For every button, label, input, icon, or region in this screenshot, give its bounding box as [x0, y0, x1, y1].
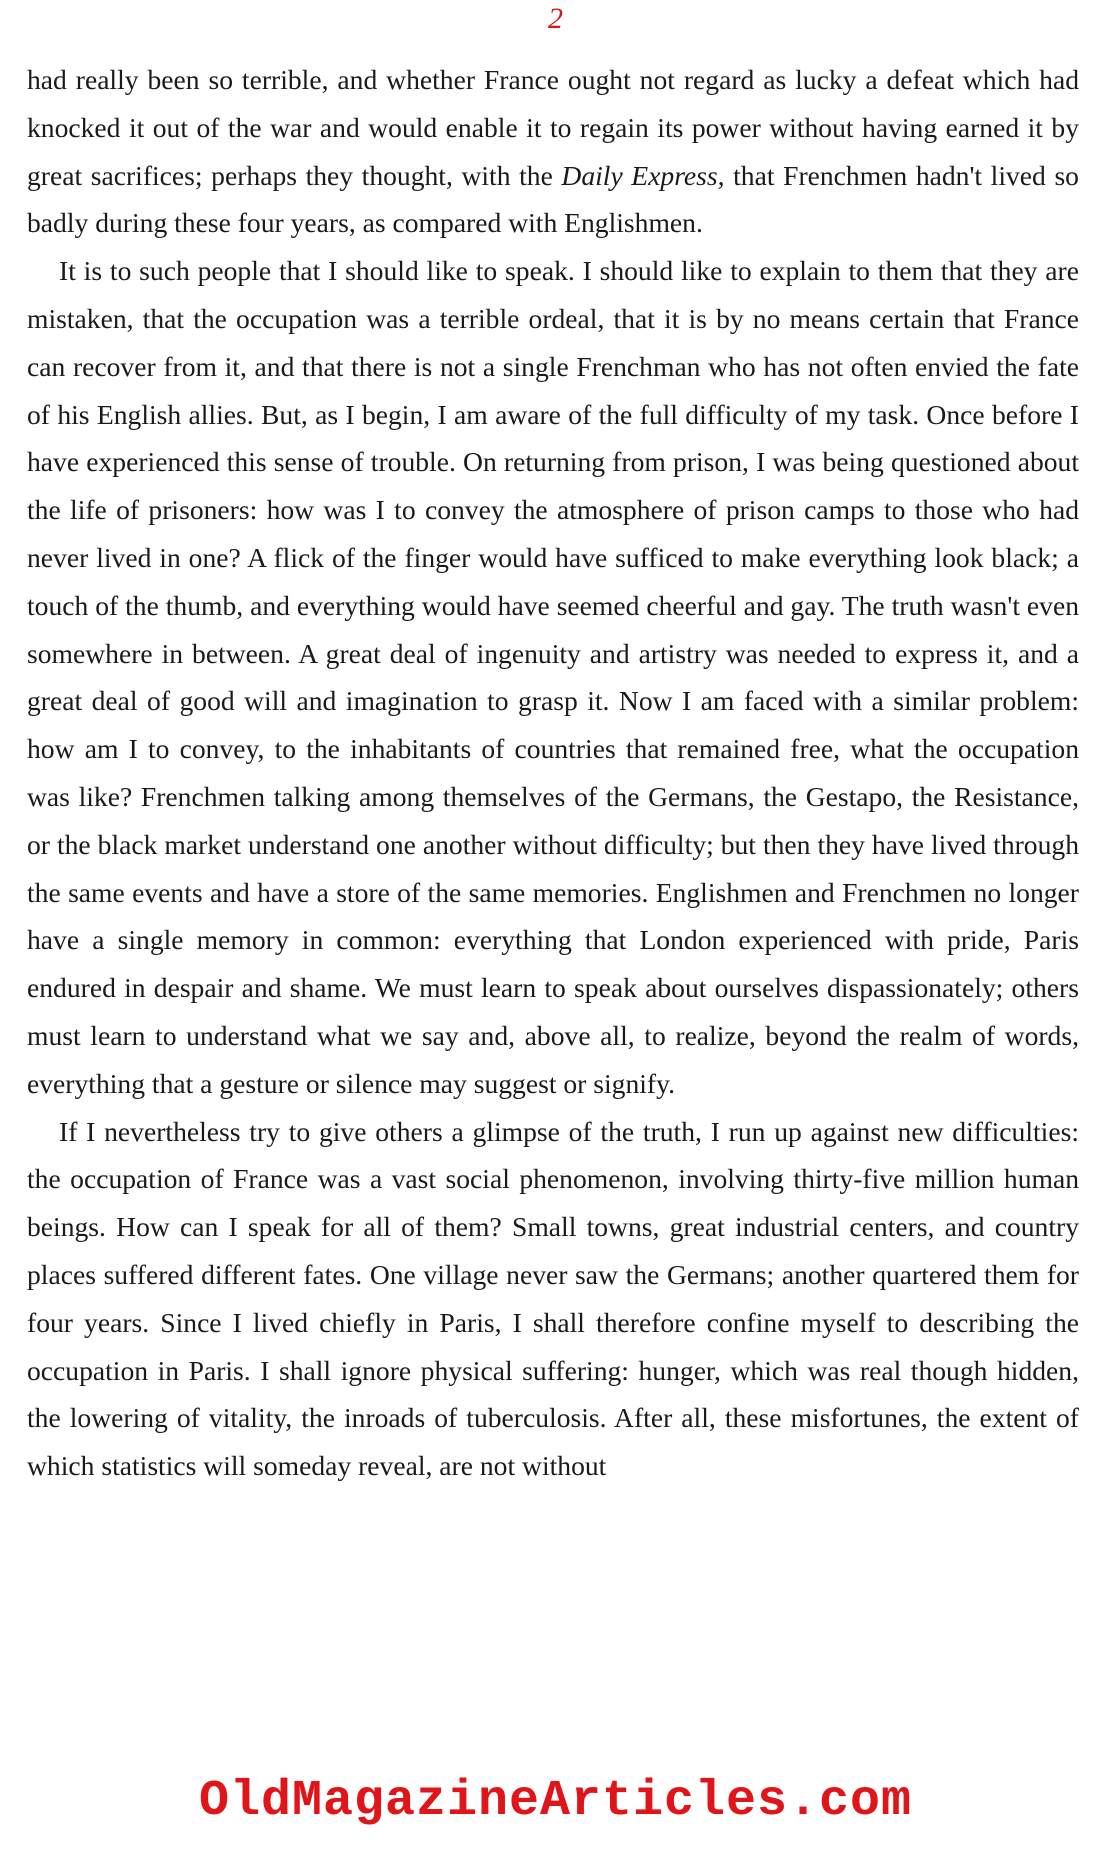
paragraph-3: If I nevertheless try to give others a glimpse of the truth, I run up against new difficulties: the occupation of France was a vast social phenomenon, involving thirty-five million human beings. How can I speak for all of them? Small towns, great industrial centers, and country places suffered different fates. One village never saw the Germans; another quartered them for four years. Since I lived chiefly in Paris, I shall therefore confine myself to describing the occupation in Paris. I shall ignore physical suffering: hunger, which was real though hidden, the lowering of vitality, the inroads of tuberculosis. After all, these misfortunes, the extent of which statistics will someday reveal, are not without: [27, 1115, 1079, 1482]
site-watermark: OldMagazineArticles.com: [198, 1773, 913, 1830]
paragraph-1-text-start: had really been so terrible, and whether France ought not regard as lucky a defeat which had knocked it out of the war and would enable it to regain its power without having earned it by great sacrifices; perhaps they thought, with the: [27, 64, 1079, 191]
article-body: [27, 56, 1079, 1490]
paragraph-1-text-end: that Frenchmen hadn't lived so badly during these four years, as compared with Englishmen.: [27, 159, 1079, 239]
page-number: 2: [548, 2, 563, 35]
paragraph-2: It is to such people that I should like to speak. I should like to explain to them that they are mistaken, that the occupation was a terrible ordeal, that it is by no means certain that France can recover from it, and that there is not a single Frenchman who has not often envied the fate of his English allies. But, as I begin, I am aware of the full difficulty of my task. Once before I have experienced this sense of trouble. On returning from prison, I was being questioned about the life of prisoners: how was I to convey the atmosphere of prison camps to those who had never lived in one? A flick of the finger would have sufficed to make everything look black; a touch of the thumb, and everything would have seemed cheerful and gay. The truth wasn't even somewhere in between. A great deal of ingenuity and artistry was needed to express it, and a great deal of good will and imagination to grasp it. Now I am faced with a similar problem: how am I to convey, to the inhabitants of countries that remained free, what the occupation was like? Frenchmen talking among themselves of the Germans, the Gestapo, the Resistance, or the black market understand one another without difficulty; but then they have lived through the same events and have a store of the same memories. Englishmen and Frenchmen no longer have a single memory in common: everything that London experienced with pride, Paris endured in despair and shame. We must learn to speak about ourselves dispassionately; others must learn to understand what we say and, above all, to realize, beyond the realm of words, everything that a gesture or silence may suggest or signify.: [27, 255, 1079, 1099]
publication-title-italic: Daily Express,: [561, 159, 725, 191]
paragraph-1: [27, 56, 1079, 247]
